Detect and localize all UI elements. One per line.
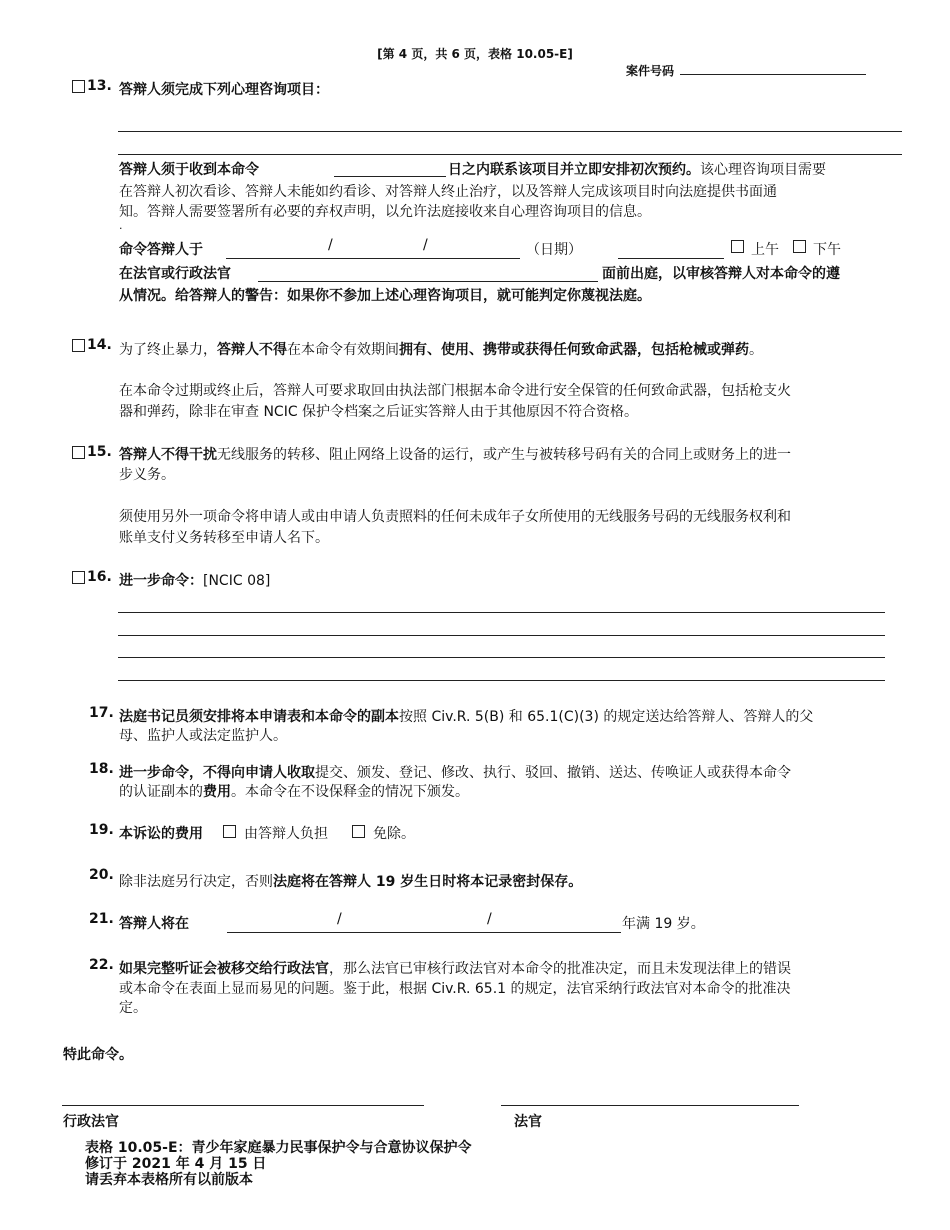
item17-line1 bbox=[119, 706, 813, 726]
item13-number: 13. bbox=[87, 78, 112, 94]
item13-date-label: （日期） bbox=[526, 242, 582, 258]
item13-p1-line2: 在答辩人初次看诊、答辩人未能如约看诊、对答辩人终止治疗，以及答辩人完成该项目时向法庭提供书面通 bbox=[119, 184, 777, 200]
item19-opt2: 免除。 bbox=[373, 826, 415, 842]
item13-program-line-2[interactable] bbox=[118, 154, 902, 155]
item14-t2: 答辩人不得 bbox=[217, 342, 287, 358]
item21-date-field[interactable] bbox=[227, 932, 621, 933]
item14-p2-line2: 器和弹药，除非在审查 NCIC 保护令档案之后证实答辩人由于其他原因不符合资格。 bbox=[119, 404, 639, 420]
item13-days-field[interactable] bbox=[334, 176, 446, 177]
judge-signature-line[interactable] bbox=[501, 1105, 799, 1106]
item13-court-label: 在法官或行政法官 bbox=[119, 266, 231, 282]
item18-t1: 进一步命令，不得向申请人收取 bbox=[119, 765, 315, 781]
item13-p1-line1 bbox=[119, 159, 259, 179]
item18-l2b: 费用 bbox=[203, 784, 231, 800]
item20-number: 20. bbox=[89, 867, 114, 883]
item13-p1-line3: 知。答辩人需要签署所有必要的弃权声明，以允许法庭接收来自心理咨询项目的信息。 bbox=[119, 204, 651, 220]
footer-revision: 修订于 2021 年 4 月 15 日 bbox=[85, 1156, 267, 1172]
item13-am-checkbox[interactable] bbox=[731, 240, 744, 253]
item18-l2a: 的认证副本的 bbox=[119, 784, 203, 800]
item14-checkbox[interactable] bbox=[72, 339, 85, 352]
item17-t2: 按照 Civ.R. 5(B) 和 65.1(C)(3) 的规定送达给答辩人、答辩人的父 bbox=[399, 709, 814, 725]
item21-label: 答辩人将在 bbox=[119, 916, 189, 932]
item18-t2: 提交、颁发、登记、修改、执行、驳回、撤销、送达、传唤证人或获得本命令 bbox=[315, 765, 791, 781]
item16-line-2[interactable] bbox=[118, 635, 885, 636]
footer-form-title: 表格 10.05-E：青少年家庭暴力民事保护令与合意协议保护令 bbox=[85, 1140, 472, 1156]
item15-line2: 步义务。 bbox=[119, 467, 175, 483]
item16-line1 bbox=[119, 570, 270, 590]
item16-line-3[interactable] bbox=[118, 657, 885, 658]
item19-respondent-checkbox[interactable] bbox=[223, 825, 236, 838]
case-number-field[interactable] bbox=[680, 74, 866, 75]
item13-p1-rest: 该心理咨询项目需要 bbox=[700, 162, 826, 178]
closing-so-ordered: 特此命令。 bbox=[63, 1047, 133, 1063]
item17-number: 17. bbox=[89, 705, 114, 721]
item15-t2: 无线服务的转移、阻止网络上设备的运行，或产生与被转移号码有关的合同上或财务上的进一 bbox=[217, 447, 791, 463]
item13-p1-bold-b: 日之内联系该项目并立即安排初次预约。 bbox=[448, 162, 700, 178]
item14-t3: 在本命令有效期间 bbox=[287, 342, 399, 358]
item13-title: 答辩人须完成下列心理咨询项目： bbox=[119, 82, 329, 98]
item13-date-slash-2: / bbox=[423, 237, 428, 253]
item13-pm-label: 下午 bbox=[813, 242, 841, 258]
item13-p1-line1b bbox=[448, 159, 826, 179]
item13-date-slash-1: / bbox=[328, 237, 333, 253]
item16-line-4[interactable] bbox=[118, 680, 885, 681]
item13-p1-bold-a: 答辩人须于收到本命令 bbox=[119, 162, 259, 178]
item22-number: 22. bbox=[89, 957, 114, 973]
magistrate-label: 行政法官 bbox=[63, 1114, 119, 1130]
item16-code: [NCIC 08] bbox=[203, 573, 271, 589]
item18-line1 bbox=[119, 762, 791, 782]
item22-t1: 如果完整听证会被移交给行政法官 bbox=[119, 961, 329, 977]
item21-number: 21. bbox=[89, 911, 114, 927]
item18-number: 18. bbox=[89, 761, 114, 777]
item15-checkbox[interactable] bbox=[72, 446, 85, 459]
item16-line-1[interactable] bbox=[118, 612, 885, 613]
magistrate-signature-line[interactable] bbox=[62, 1105, 424, 1106]
item14-t5: 。 bbox=[749, 342, 763, 358]
item13-checkbox[interactable] bbox=[72, 80, 85, 93]
item13-order-label: 命令答辩人于 bbox=[119, 242, 203, 258]
item22-t2: ，那么法官已审核行政法官对本命令的批准决定，而且未发现法律上的错误 bbox=[329, 961, 791, 977]
item13-warning: 从情况。给答辩人的警告：如果你不参加上述心理咨询项目，就可能判定你蔑视法庭。 bbox=[119, 288, 651, 304]
item15-number: 15. bbox=[87, 444, 112, 460]
item19-waived-checkbox[interactable] bbox=[352, 825, 365, 838]
item19-number: 19. bbox=[89, 822, 114, 838]
item15-t1: 答辩人不得干扰 bbox=[119, 447, 217, 463]
item17-t1: 法庭书记员须安排将本申请表和本命令的副本 bbox=[119, 709, 399, 725]
item13-pm-checkbox[interactable] bbox=[793, 240, 806, 253]
item16-title: 进一步命令： bbox=[119, 573, 203, 589]
item21-suffix: 年满 19 岁。 bbox=[622, 916, 705, 932]
item13-time-field[interactable] bbox=[618, 258, 724, 259]
item18-line2 bbox=[119, 781, 469, 801]
item14-p2-line1: 在本命令过期或终止后，答辩人可要求取回由执法部门根据本命令进行安全保管的任何致命武器，包括枪支火 bbox=[119, 383, 791, 399]
item14-line1 bbox=[119, 339, 763, 359]
item17-line2: 母、监护人或法定监护人。 bbox=[119, 728, 287, 744]
item14-number: 14. bbox=[87, 337, 112, 353]
case-number-label: 案件号码 bbox=[626, 64, 675, 78]
item15-line1 bbox=[119, 444, 791, 464]
item14-t4: 拥有、使用、携带或获得任何致命武器，包括枪械或弹药 bbox=[399, 342, 749, 358]
judge-label: 法官 bbox=[514, 1114, 542, 1130]
item15-p2-line2: 账单支付义务转移至申请人名下。 bbox=[119, 530, 329, 546]
item13-judge-field[interactable] bbox=[258, 281, 598, 282]
item19-opt1: 由答辩人负担 bbox=[244, 826, 328, 842]
footer-discard: 请丢弃本表格所有以前版本 bbox=[85, 1172, 253, 1188]
item13-am-label: 上午 bbox=[751, 242, 779, 258]
item16-number: 16. bbox=[87, 569, 112, 585]
item13-appear-text: 面前出庭，以审核答辩人对本命令的遵 bbox=[602, 266, 840, 282]
item15-p2-line1: 须使用另外一项命令将申请人或由申请人负责照料的任何未成年子女所使用的无线服务号码的无线服务权利和 bbox=[119, 509, 791, 525]
item19-title: 本诉讼的费用 bbox=[119, 826, 203, 842]
item13-program-line-1[interactable] bbox=[118, 131, 902, 132]
item18-l2c: 。本命令在不设保释金的情况下颁发。 bbox=[231, 784, 469, 800]
item22-line3: 定。 bbox=[119, 1000, 147, 1016]
item21-slash-2: / bbox=[487, 911, 492, 927]
item13-date-field[interactable] bbox=[226, 258, 520, 259]
item13-dot: . bbox=[119, 219, 123, 232]
item20-t1: 除非法庭另行决定，否则 bbox=[119, 874, 273, 890]
item20-t2: 法庭将在答辩人 19 岁生日时将本记录密封保存。 bbox=[273, 874, 583, 890]
item20-line1 bbox=[119, 871, 582, 891]
item16-checkbox[interactable] bbox=[72, 571, 85, 584]
item22-line1 bbox=[119, 958, 791, 978]
item14-t1: 为了终止暴力， bbox=[119, 342, 217, 358]
page-info: [第 4 页，共 6 页，表格 10.05-E] bbox=[377, 47, 573, 61]
item22-line2: 或本命令在表面上显而易见的问题。鉴于此，根据 Civ.R. 65.1 的规定，法官采纳行政法官对本命令的批准决 bbox=[119, 981, 791, 997]
item21-slash-1: / bbox=[337, 911, 342, 927]
